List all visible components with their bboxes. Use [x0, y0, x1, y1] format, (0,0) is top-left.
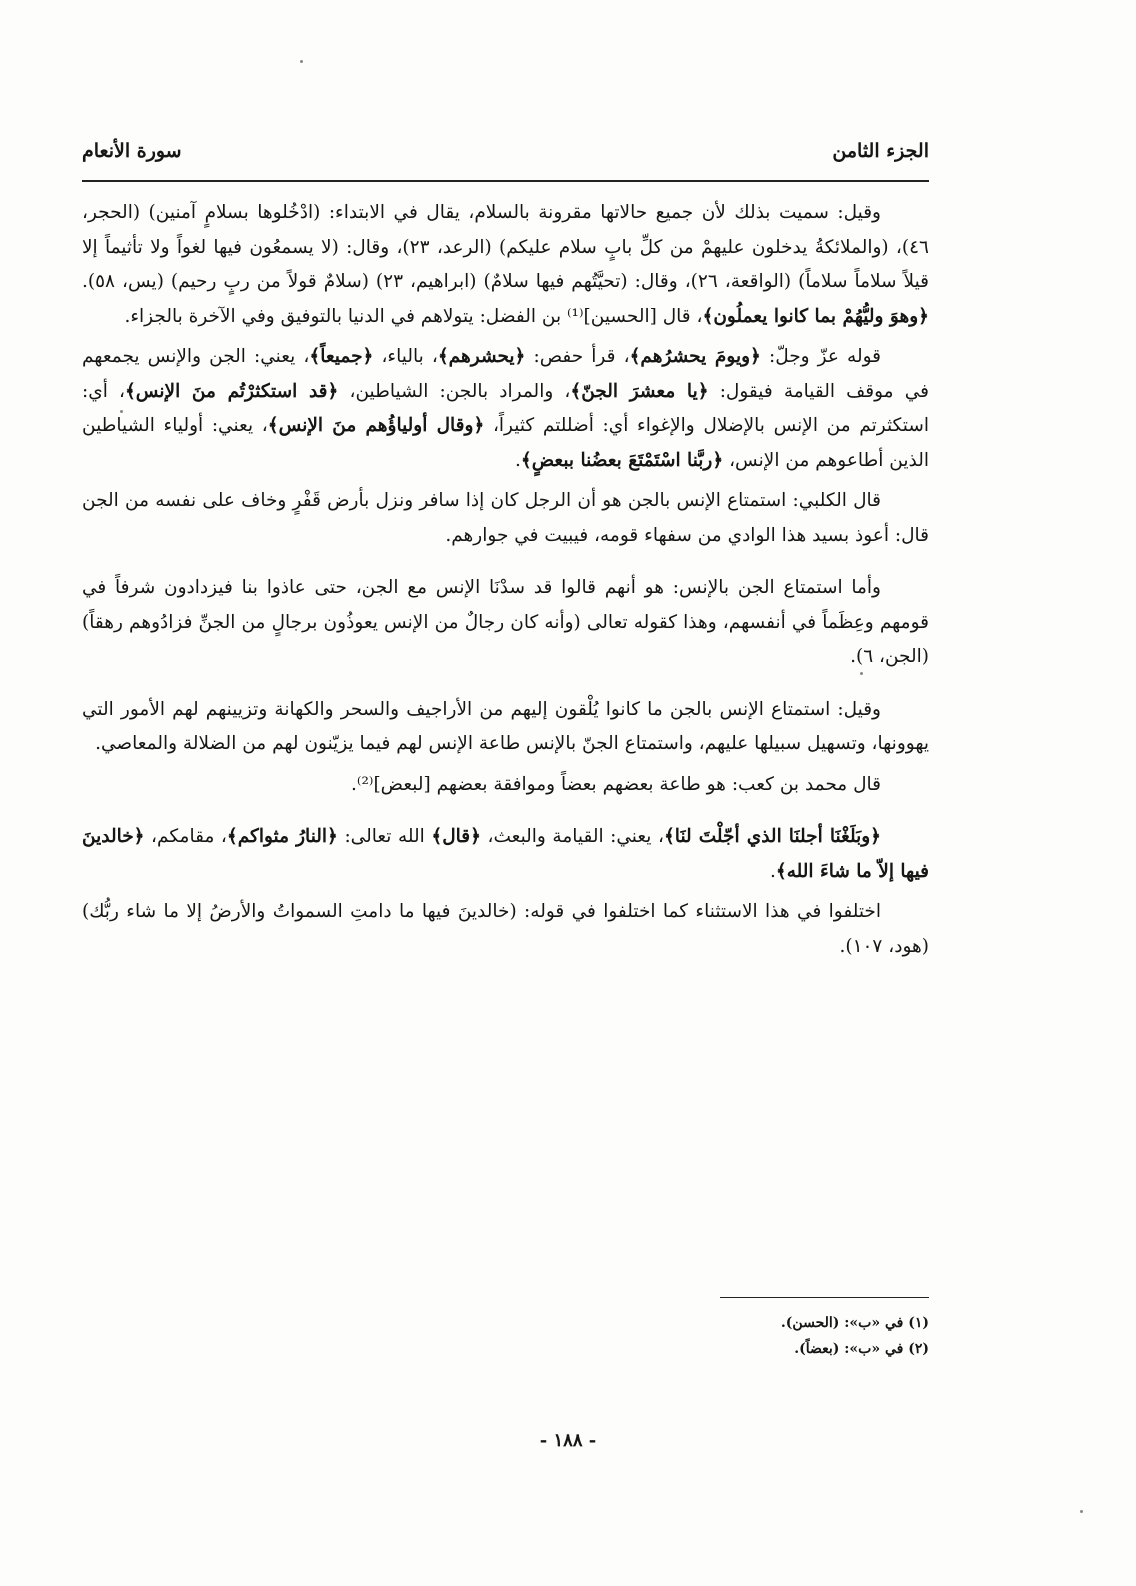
quran-quote: ﴿وقال أولياؤُهم منَ الإنس﴾: [267, 415, 485, 436]
page-number: - ١٨٨ -: [539, 1430, 597, 1451]
footnote-2: (٢) في «ب»: (بعضاً).: [794, 1341, 929, 1357]
paragraph: [82, 895, 929, 964]
text-segment: قال محمد بن كعب: هو طاعة بعضهم بعضاً وموافقة بعضهم [لبعض]⁽²⁾.: [351, 773, 881, 795]
quran-quote: ﴿ويومَ يحشرُهم﴾: [629, 346, 761, 367]
scan-speck: [300, 60, 303, 63]
main-text: [82, 196, 929, 970]
quran-quote: ﴿قد استكثرْتُم منَ الإنس﴾: [124, 380, 339, 402]
footnote-1: (١) في «ب»: (الحسن).: [780, 1315, 929, 1331]
quran-quote: ﴿يا معشرَ الجنّ﴾: [570, 380, 709, 402]
quran-quote: ﴿جميعاً﴾: [309, 346, 374, 367]
text-segment: ، يعني: الجن والإنس يجمعهم في موقف القيامة فيقول:: [82, 346, 929, 402]
text-segment: ، مقامكم،: [144, 826, 227, 847]
part-title: الجزء الثامن: [832, 140, 929, 162]
surah-title: سورة الأنعام: [82, 140, 182, 162]
text-segment: وقيل: استمتاع الإنس بالجن ما كانوا يُلْقون إليهم من الأراجيف والسحر والكهانة وتزيينهم لهم الأمور التي يهوونها، وتسهيل سبيلها عليهم، واستمتاع الجنّ بالإنس طاعة الإنس لهم فيما يزيّنون لهم من الضلالة والمعاصي.: [82, 698, 929, 754]
quran-quote: ﴿قال﴾: [431, 826, 481, 847]
scan-speck: [120, 410, 123, 413]
quran-quote: ﴿النارُ مثواكم﴾: [226, 826, 338, 847]
text-segment: ، أي: استكثرتم من الإنس بالإضلال والإغواء أي: أضللتم كثيراً،: [82, 380, 929, 436]
text-segment: ، قال [الحسين]⁽¹⁾ بن الفضل: يتولاهم في الدنيا بالتوفيق وفي الآخرة بالجزاء.: [124, 305, 703, 327]
text-segment: ، والمراد بالجن: الشياطين،: [338, 380, 571, 402]
text-segment: الله تعالى:: [337, 826, 432, 847]
footnote-divider: [720, 1297, 929, 1298]
paragraph: [82, 768, 929, 803]
quran-quote: ﴿ربَّنا اسْتَمْتَعَ بعضُنا ببعضٍ﴾: [520, 449, 724, 471]
text-segment: ، قرأ حفص:: [525, 346, 630, 367]
paragraph: [82, 820, 929, 889]
text-segment: قال الكلبي: استمتاع الإنس بالجن هو أن الرجل كان إذا سافر ونزل بأرض قَفْرٍ وخاف على نفسه من الجن قال: أعوذ بسيد هذا الوادي من سفهاء قومه، فيبيت في جوارهم.: [82, 490, 929, 546]
scan-speck: [860, 672, 863, 675]
paragraph: [82, 196, 929, 334]
text-segment: قوله عزّ وجلّ:: [760, 346, 881, 367]
text-segment: وقيل: سميت بذلك لأن جميع حالاتها مقرونة بالسلام، يقال في الابتداء: (ادْخُلوها بسلامٍ آمنين) (الحجر، ٤٦)، (والملائكةُ يدخلون عليهمْ من كلِّ بابٍ سلام عليكم) (الرعد، ٢٣)، وقال: (لا يسمعُون فيها لغواً ولا تأثيماً إلا قيلاً سلاماً سلاماً) (الواقعة، ٢٦)، وقال: (تحيَّتُهم فيها سلامٌ) (ابراهيم، ٢٣) (سلامٌ قولاً من ربٍ رحيم) (يس، ٥٨).: [82, 202, 929, 292]
header-divider: [82, 180, 929, 182]
running-header: [82, 140, 929, 176]
quran-quote: ﴿وهوَ وليُّهُمْ بما كانوا يعملُون﴾: [702, 305, 929, 327]
quran-quote: ﴿يحشرهم﴾: [437, 346, 526, 367]
footnotes: [82, 1310, 929, 1362]
text-segment: .: [515, 449, 521, 471]
quran-quote: ﴿وبَلَغْنَا أجلنَا الذي أجّلْتَ لنَا﴾: [663, 826, 882, 847]
text-segment: .: [770, 860, 776, 882]
paragraph: [82, 693, 929, 762]
text-segment: وأما استمتاع الجن بالإنس: هو أنهم قالوا قد سدْنَا الإنس مع الجن، حتى عاذوا بنا فيزدادون شرفاً في قومهم وعِظَماً في أنفسهم، وهذا كقوله تعالى (وأنه كان رجالٌ من الإنس يعوذُون برجالٍ من الجنِّ فزادُوهم رهقاً) (الجن، ٦).: [82, 577, 929, 667]
paragraph: [82, 571, 929, 675]
paragraph: [82, 484, 929, 553]
paragraph: [82, 340, 929, 478]
scan-speck: [1080, 1510, 1083, 1513]
text-segment: ، يعني: القيامة والبعث،: [480, 826, 664, 847]
quran-quote: ﴿خالدينَ فيها إلاّ ما شاءَ الله﴾: [82, 826, 929, 882]
text-segment: ، يعني: أولياء الشياطين الذين أطاعوهم من الإنس،: [82, 415, 929, 471]
text-segment: ، بالياء،: [373, 346, 438, 367]
text-segment: اختلفوا في هذا الاستثناء كما اختلفوا في قوله: (خالدينَ فيها ما دامتِ السمواتُ والأرضُ إلا ما شاء ربُّك) (هود، ١٠٧).: [82, 901, 929, 957]
